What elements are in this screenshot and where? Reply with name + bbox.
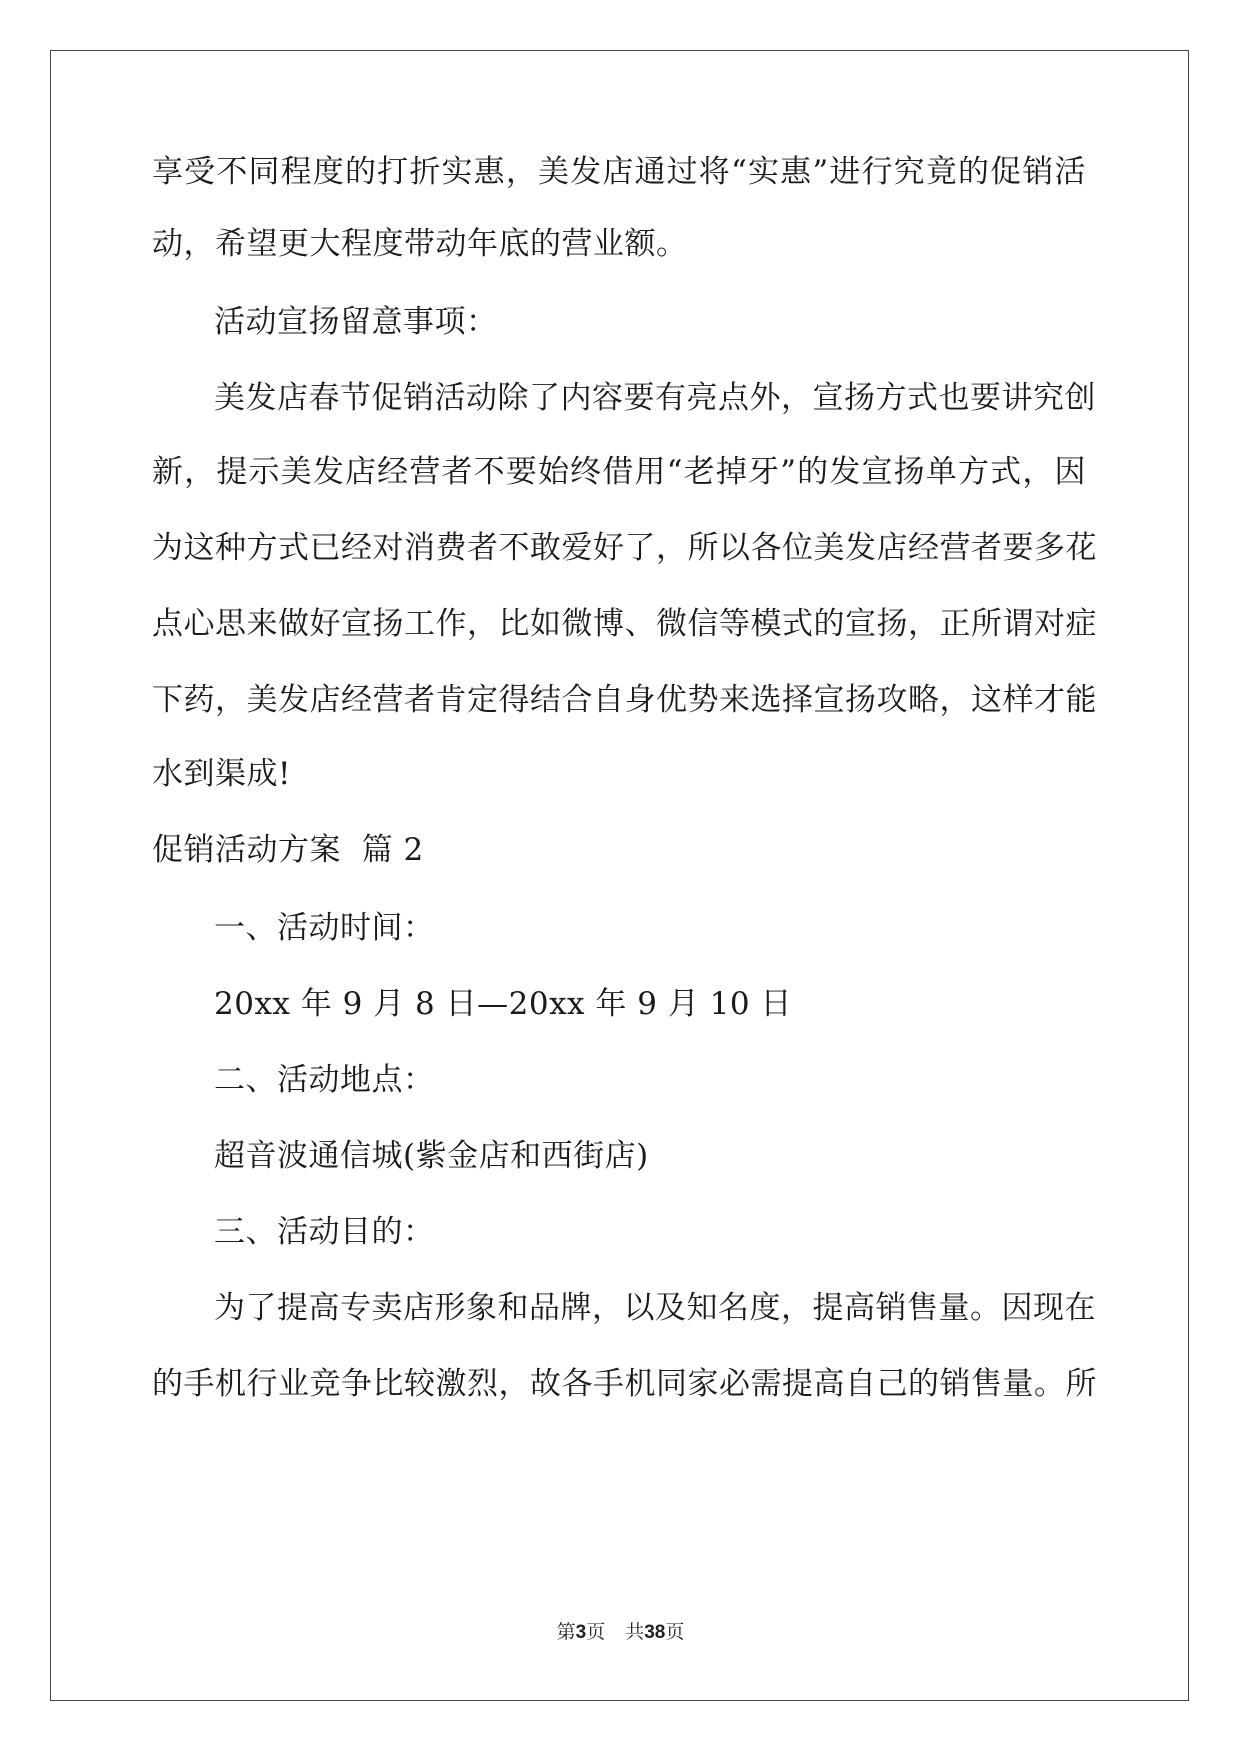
paragraph-line: 的手机行业竞争比较激烈，故各手机同家必需提高自己的销售量。所 [152,1366,1097,1402]
paragraph-line: 美发店春节促销活动除了内容要有亮点外，宣扬方式也要讲究创 [214,380,1096,416]
paragraph-line: 新，提示美发店经营者不要始终借用“老掉牙”的发宣扬单方式，因 [152,454,1086,490]
footer-prefix: 第 [556,1621,576,1643]
section-heading: 活动宣扬留意事项： [214,304,498,340]
page-border [50,50,1189,1701]
paragraph-line: 享受不同程度的打折实惠，美发店通过将“实惠”进行究竟的促销活 [152,154,1086,190]
footer-total-suffix: 页 [665,1621,685,1643]
paragraph-line: 下药，美发店经营者肯定得结合自身优势来选择宣扬攻略，这样才能 [152,682,1097,718]
paragraph-line: 为了提高专卖店形象和品牌，以及知名度，提高销售量。因现在 [214,1290,1096,1326]
footer-page-suffix: 页 [586,1621,606,1643]
footer-total-prefix: 共 [625,1621,645,1643]
location-text: 超音波通信城(紫金店和西街店) [214,1138,649,1174]
paragraph-line: 点心思来做好宣扬工作，比如微博、微信等模式的宣扬，正所谓对症 [152,606,1097,642]
article-title: 促销活动方案 篇 2 [152,832,424,868]
section-heading: 二、活动地点： [214,1062,435,1098]
section-heading: 三、活动目的： [214,1214,435,1250]
current-page-number: 3 [575,1622,587,1643]
page-footer [0,1620,1241,1645]
total-page-count: 38 [644,1622,666,1643]
paragraph-line: 动，希望更大程度带动年底的营业额。 [152,226,688,262]
section-heading: 一、活动时间： [214,910,435,946]
date-range: 20xx 年 9 月 8 日—20xx 年 9 月 10 日 [214,986,792,1022]
paragraph-line: 水到渠成! [152,756,291,792]
paragraph-line: 为这种方式已经对消费者不敢爱好了，所以各位美发店经营者要多花 [152,530,1097,566]
